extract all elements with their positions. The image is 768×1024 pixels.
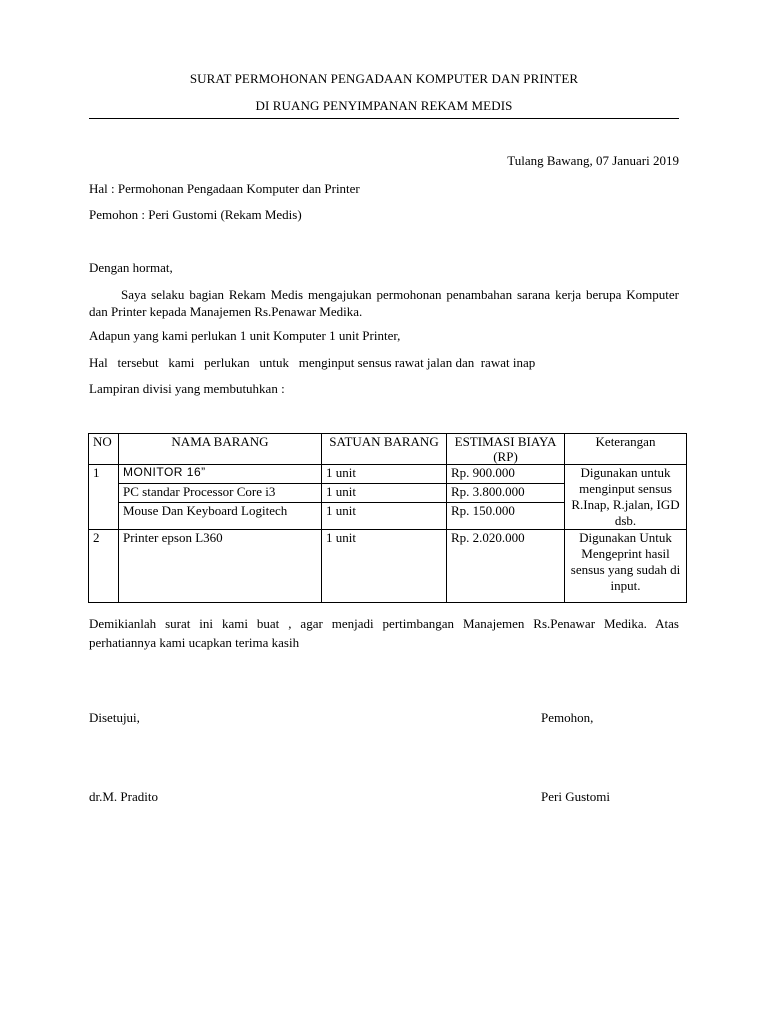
cell-nama-barang: MONITOR 16” [119, 465, 322, 484]
applicant-label: Pemohon, [541, 710, 594, 725]
applicant-name: Peri Gustomi [541, 789, 610, 804]
header-satuan-barang: SATUAN BARANG [322, 434, 447, 465]
table-row [89, 465, 687, 484]
header-nama-barang: NAMA BARANG [119, 434, 322, 465]
title-divider [89, 118, 679, 119]
paragraph-attachment: Lampiran divisi yang membutuhkan : [89, 381, 285, 396]
cell-biaya: Rp. 3.800.000 [447, 484, 565, 503]
cell-satuan: 1 unit [322, 484, 447, 503]
cell-nama-barang: Printer epson L360 [119, 530, 322, 603]
header-estimasi-biaya: ESTIMASI BIAYA (RP) [447, 434, 565, 465]
cell-keterangan: Digunakan untuk menginput sensus R.Inap, R.jalan, IGD dsb. [565, 465, 687, 530]
document-title: SURAT PERMOHONAN PENGADAAN KOMPUTER DAN PRINTER [189, 71, 579, 86]
document-subtitle: DI RUANG PENYIMPANAN REKAM MEDIS [255, 98, 513, 113]
cell-satuan: 1 unit [322, 530, 447, 603]
cell-biaya: Rp. 2.020.000 [447, 530, 565, 603]
greeting: Dengan hormat, [89, 260, 173, 275]
table-row [89, 530, 687, 603]
paragraph-request: Saya selaku bagian Rekam Medis mengajukan permohonan penambahan sarana kerja berupa Komputer dan Printer kepada Manajemen Rs.Penawar Medika. [89, 287, 679, 319]
cell-nama-barang: Mouse Dan Keyboard Logitech [119, 503, 322, 530]
place-date: Tulang Bawang, 07 Januari 2019 [507, 153, 679, 168]
approval-label: Disetujui, [89, 710, 140, 725]
paragraph-needs: Adapun yang kami perlukan 1 unit Komputer 1 unit Printer, [89, 328, 401, 343]
cell-no: 1 [89, 465, 119, 530]
items-table [88, 433, 687, 603]
subject-line: Hal : Permohonan Pengadaan Komputer dan Printer [89, 181, 360, 196]
cell-no: 2 [89, 530, 119, 603]
applicant-line: Pemohon : Peri Gustomi (Rekam Medis) [89, 207, 302, 222]
paragraph-purpose: Hal tersebut kami perlukan untuk menginput sensus rawat jalan dan rawat inap [89, 355, 536, 370]
approver-name: dr.M. Pradito [89, 789, 158, 804]
closing-paragraph: Demikianlah surat ini kami buat , agar menjadi pertimbangan Manajemen Rs.Penawar Medika. Atas perhatiannya kami ucapkan terima kasih [89, 616, 679, 650]
cell-satuan: 1 unit [322, 465, 447, 484]
cell-biaya: Rp. 900.000 [447, 465, 565, 484]
table-header-row [89, 434, 687, 465]
cell-satuan: 1 unit [322, 503, 447, 530]
header-keterangan: Keterangan [565, 434, 687, 465]
header-no: NO [89, 434, 119, 465]
cell-nama-barang: PC standar Processor Core i3 [119, 484, 322, 503]
cell-keterangan: Digunakan Untuk Mengeprint hasil sensus yang sudah di input. [565, 530, 687, 603]
cell-biaya: Rp. 150.000 [447, 503, 565, 530]
